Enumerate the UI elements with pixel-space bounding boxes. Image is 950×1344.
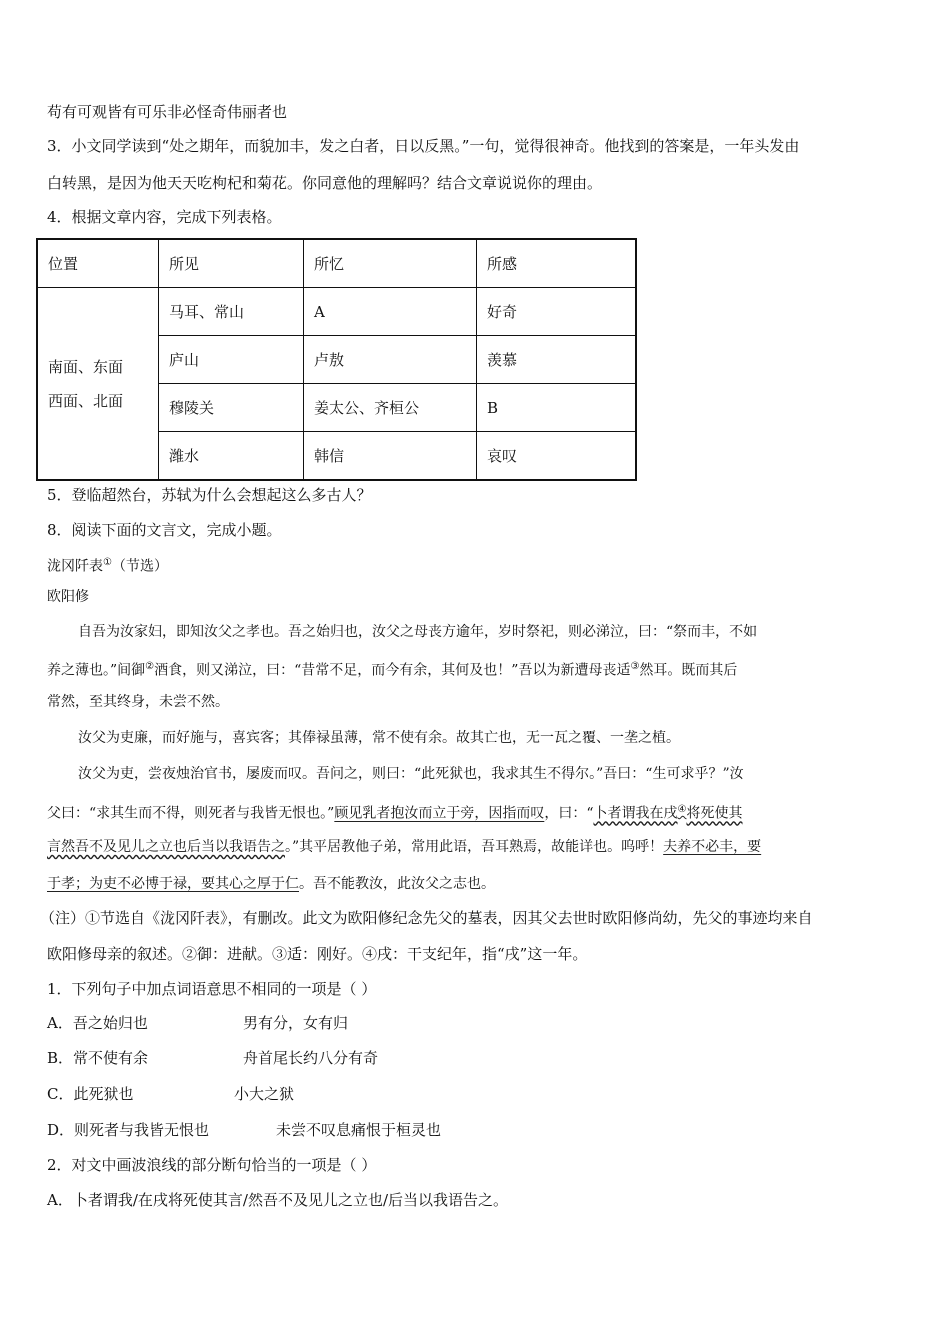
option-d-right: 未尝不叹息痛恨于桓灵也 — [276, 1121, 442, 1139]
option-c-right: 小大之狱 — [234, 1085, 295, 1103]
notes-line2: 欧阳修母亲的叙述。②御：进献。③适：刚好。④戌：干支纪年，指“戌”这一年。 — [47, 945, 588, 963]
seen-cell: 庐山 — [159, 336, 304, 384]
wavy-underlined-text: 言然吾不及见儿之立也后当以我语告之 — [47, 839, 285, 855]
feel-cell: 好奇 — [477, 288, 637, 336]
passage-p1-line2 — [47, 657, 737, 681]
option-b-left: B．常不使有余 — [47, 1049, 149, 1067]
seen-cell: 马耳、常山 — [159, 288, 304, 336]
passage-p3-line4 — [47, 874, 495, 894]
underlined-sentence: 于孝；为吏不必博于禄，要其心之厚于仁 — [47, 876, 299, 892]
option-a-right: 男有分，女有归 — [243, 1014, 349, 1032]
text-line: 苟有可观皆有可乐非必怪奇伟丽者也 — [47, 103, 288, 121]
feel-cell: 哀叹 — [477, 432, 637, 481]
option-b-right: 舟首尾长约八分有奇 — [243, 1049, 379, 1067]
table-header-row — [37, 239, 636, 288]
text-span: 酒食，则又涕泣，曰：“昔常不足，而今有余，其何及也！”吾以为新遭母丧适 — [154, 662, 631, 679]
question-8: 8．阅读下面的文言文，完成小题。 — [47, 521, 282, 539]
table-header: 位置 — [37, 239, 159, 288]
text-span: 。”其平居教他子弟，常用此语，吾耳熟焉，故能详也。呜呼！ — [285, 839, 664, 855]
feel-cell: B — [477, 384, 637, 432]
table-header: 所感 — [477, 239, 637, 288]
recall-cell: 姜太公、齐桓公 — [304, 384, 477, 432]
text-span: 。吾不能教汝，此汝父之志也。 — [299, 876, 495, 892]
question-4: 4．根据文章内容，完成下列表格。 — [47, 208, 282, 226]
question-2: 2．对文中画波浪线的部分断句恰当的一项是（ ） — [47, 1156, 377, 1174]
underlined-sentence: 夫养不必丰，要 — [663, 839, 762, 855]
passage-p1-line3: 常然，至其终身，未尝不然。 — [47, 694, 229, 710]
position-cell — [37, 288, 159, 481]
position-a: 南面、东面 — [48, 357, 124, 376]
option-c-left: C．此死狱也 — [47, 1085, 134, 1103]
note-marker: ① — [103, 557, 112, 568]
position-b: 西面、北面 — [48, 391, 124, 410]
title-text: 泷冈阡表 — [47, 558, 103, 575]
note-marker: ④ — [677, 804, 687, 815]
passage-author: 欧阳修 — [47, 589, 89, 605]
wavy-underlined-text: 将死使其 — [686, 805, 743, 822]
question-3-line2: 白转黑，是因为他天天吃枸杞和菊花。你同意他的理解吗？结合文章说说你的理由。 — [47, 174, 603, 192]
text-span: 养之薄也。”间御 — [47, 662, 146, 679]
seen-cell: 穆陵关 — [159, 384, 304, 432]
option-a-left: A．吾之始归也 — [47, 1014, 148, 1032]
note-marker: ③ — [630, 661, 640, 672]
passage-p3-line1: 汝父为吏，尝夜烛治官书，屡废而叹。吾问之，则曰：“此死狱也，我求其生不得尔。”吾曰：“生可求乎？”汝 — [78, 766, 744, 782]
passage-title — [47, 553, 168, 577]
text-span: 然耳。既而其后 — [639, 662, 738, 679]
recall-cell: 卢敖 — [304, 336, 477, 384]
table-row — [37, 288, 636, 336]
underlined-sentence: 顾见乳者抱汝而立于旁，因指而叹 — [334, 805, 545, 822]
question-1: 1．下列句子中加点词语意思不相同的一项是（ ） — [47, 980, 377, 998]
recall-cell: A — [304, 288, 477, 336]
note-marker: ② — [145, 661, 155, 672]
text-span: 父曰：“求其生而不得，则死者与我皆无恨也。” — [47, 805, 335, 822]
question-2-option-a: A．卜者谓我/在戌将死使其言/然吾不及见儿之立也/后当以我语告之。 — [47, 1191, 508, 1209]
table-header: 所忆 — [304, 239, 477, 288]
option-d-left: D．则死者与我皆无恨也 — [47, 1121, 210, 1139]
text-span: ，曰：“ — [544, 805, 594, 822]
passage-p3-line2 — [47, 800, 742, 824]
question-5: 5．登临超然台，苏轼为什么会想起这么多古人？ — [47, 486, 372, 504]
answer-table — [36, 238, 637, 481]
seen-cell: 潍水 — [159, 432, 304, 481]
passage-p3-line3 — [47, 837, 761, 857]
feel-cell: 羡慕 — [477, 336, 637, 384]
table-header: 所见 — [159, 239, 304, 288]
title-note: （节选） — [111, 558, 168, 575]
passage-p2: 汝父为吏廉，而好施与，喜宾客；其俸禄虽薄，常不使有余。故其亡也，无一瓦之覆、一垄之植。 — [78, 730, 680, 746]
notes-line1: （注）①节选自《泷冈阡表》，有删改。此文为欧阳修纪念先父的墓表，因其父去世时欧阳修尚幼，先父的事迹均来自 — [40, 909, 813, 927]
question-3-line1: 3．小文同学读到“处之期年，而貌加丰，发之白者，日以反黑。”一句，觉得很神奇。他找到的答案是，一年头发由 — [47, 137, 800, 155]
wavy-underlined-text: 卜者谓我在戌 — [593, 805, 678, 822]
recall-cell: 韩信 — [304, 432, 477, 481]
passage-p1-line1: 自吾为汝家妇，即知汝父之孝也。吾之始归也，汝父之母丧方逾年，岁时祭祀，则必涕泣，曰：“祭而丰，不如 — [78, 624, 758, 640]
